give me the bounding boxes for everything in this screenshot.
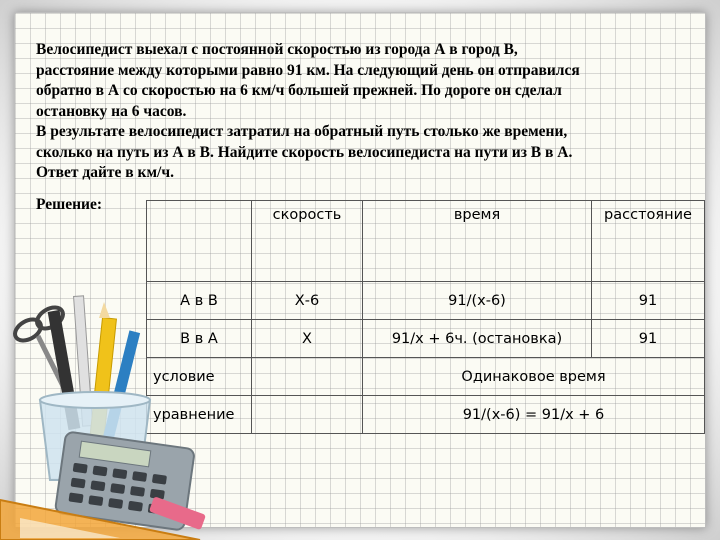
table-header-row [147, 201, 705, 282]
problem-line: расстояние между которыми равно 91 км. На следующий день он отправился [36, 61, 580, 79]
problem-line: Ответ дайте в км/ч. [36, 164, 174, 181]
problem-line: Велосипедист выехал с постоянной скоростью из города А в город В, [36, 41, 518, 58]
condition-label: условие [147, 358, 252, 396]
header-distance: расстояние [592, 201, 705, 282]
equation-label: уравнение [147, 396, 252, 434]
problem-line: сколько на путь из А в В. Найдите скорость велосипедиста на пути из В в А. [36, 143, 573, 161]
stationery-illustration [0, 290, 240, 540]
speed-b-to-a: Х [252, 320, 363, 358]
equation-empty [252, 396, 363, 434]
problem-line: остановку на 6 часов. [36, 102, 187, 120]
distance-a-to-b: 91 [592, 282, 705, 320]
header-speed: скорость [252, 201, 363, 282]
header-cell-empty [147, 201, 252, 282]
header-time: время [363, 201, 592, 282]
distance-b-to-a: 91 [592, 320, 705, 358]
condition-value: Одинаковое время [363, 358, 705, 396]
time-b-to-a: 91/х + 6ч. (остановка) [363, 320, 592, 358]
solution-label: Решение: [36, 196, 103, 213]
row-label-b-to-a: В в А [147, 320, 252, 358]
problem-line: обратно в А со скоростью на 6 км/ч большей прежней. По дороге он сделал [36, 82, 562, 99]
equation-value: 91/(х-6) = 91/х + 6 [363, 396, 705, 434]
condition-empty [252, 358, 363, 396]
problem-text [36, 40, 696, 184]
row-label-a-to-b: А в В [147, 282, 252, 320]
problem-line: В результате велосипедист затратил на обратный путь столько же времени, [36, 123, 568, 140]
speed-a-to-b: Х-6 [252, 282, 363, 320]
time-a-to-b: 91/(х-6) [363, 282, 592, 320]
